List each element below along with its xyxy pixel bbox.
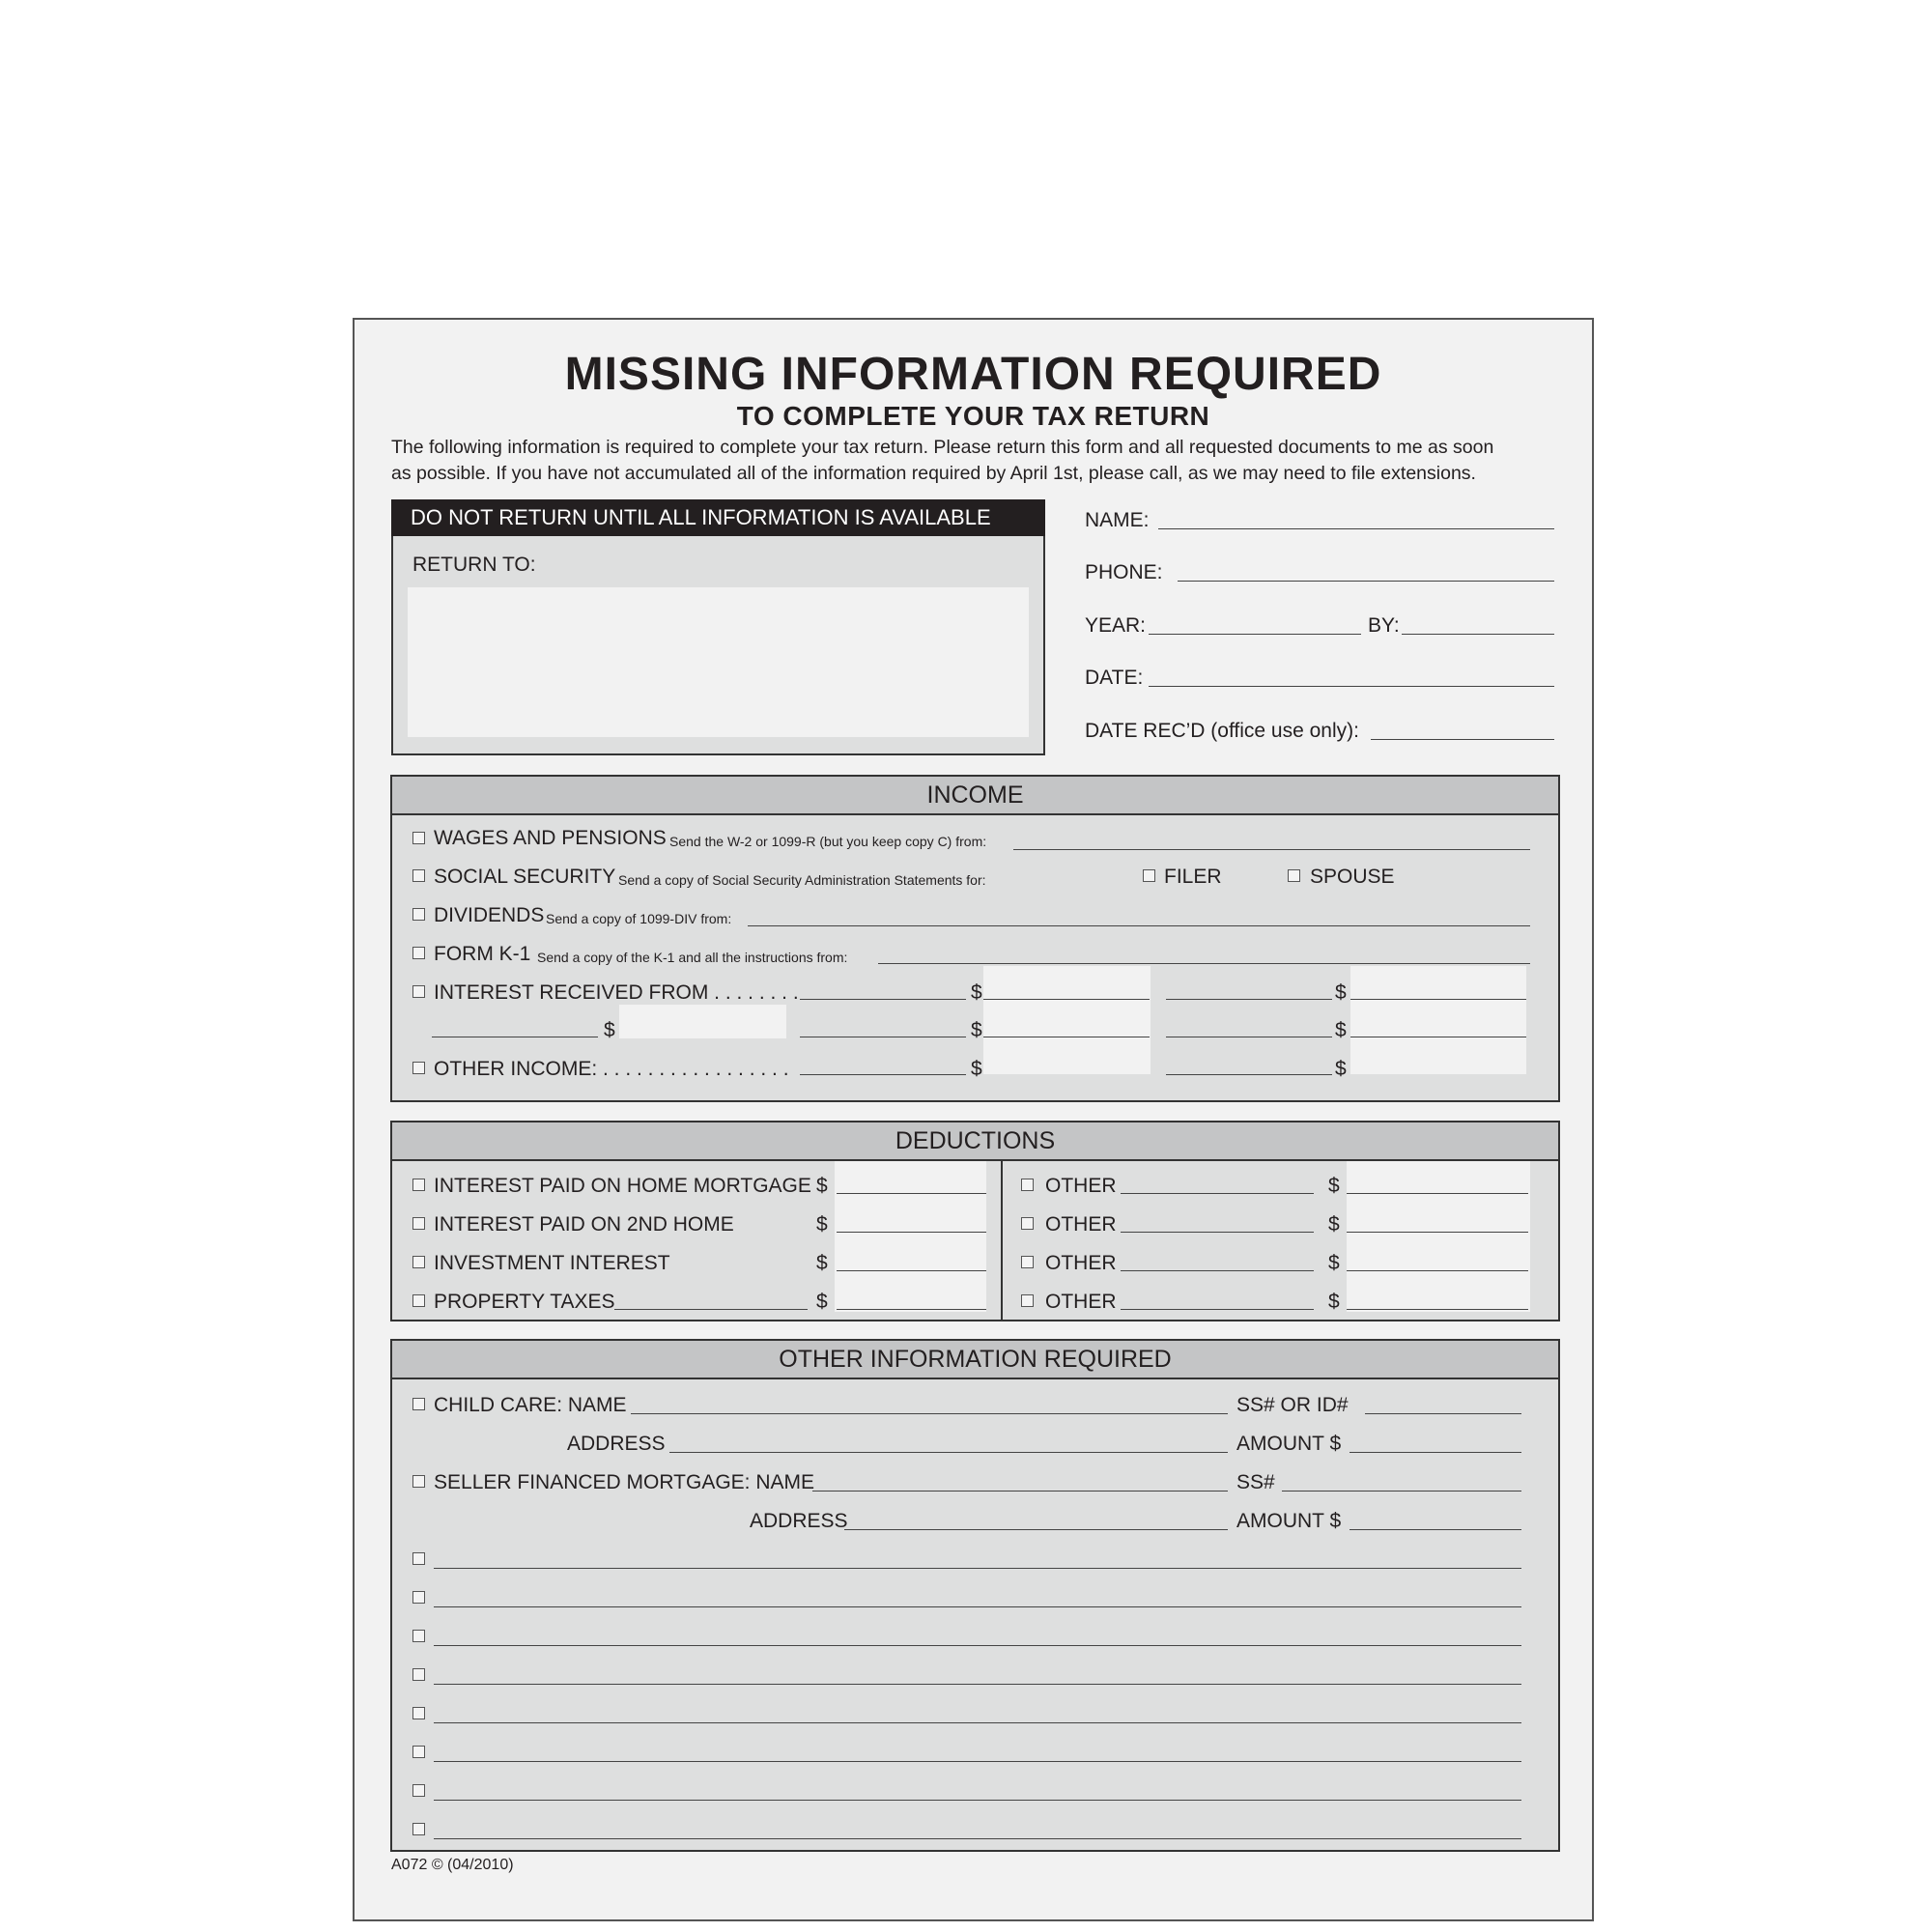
mortgage-interest-checkbox[interactable]: [412, 1179, 425, 1191]
extra-item-field[interactable]: [434, 1800, 1521, 1801]
extra-item-field[interactable]: [434, 1568, 1521, 1569]
other-deduction-amount-2[interactable]: [1347, 1232, 1528, 1233]
seller-mortgage-ss-label: SS#: [1236, 1471, 1275, 1493]
deduction-amount-column-left: [835, 1161, 986, 1312]
other-deduction-checkbox-1[interactable]: [1021, 1179, 1034, 1191]
seller-mortgage-name-field[interactable]: [812, 1491, 1228, 1492]
wages-note: Send the W-2 or 1099-R (but you keep copy C) from:: [669, 834, 987, 849]
seller-mortgage-amount-label: AMOUNT $: [1236, 1510, 1342, 1532]
phone-field[interactable]: [1178, 581, 1554, 582]
other-income-checkbox[interactable]: [412, 1062, 425, 1074]
extra-item-checkbox[interactable]: [412, 1707, 425, 1719]
other-deduction-label-4: OTHER: [1045, 1291, 1117, 1313]
child-care-name-label: CHILD CARE: NAME: [434, 1394, 627, 1416]
name-field[interactable]: [1158, 528, 1554, 529]
extra-item-field[interactable]: [434, 1684, 1521, 1685]
deductions-header: DEDUCTIONS: [392, 1122, 1558, 1161]
child-care-amount-label: AMOUNT $: [1236, 1433, 1342, 1455]
seller-mortgage-ss-field[interactable]: [1282, 1491, 1521, 1492]
year-field[interactable]: [1149, 634, 1361, 635]
seller-mortgage-address-label: ADDRESS: [750, 1510, 848, 1532]
other-info-header: OTHER INFORMATION REQUIRED: [392, 1341, 1558, 1379]
dollar-sign: $: [604, 1019, 615, 1041]
dividends-note: Send a copy of 1099-DIV from:: [546, 911, 732, 926]
other-deduction-label-2: OTHER: [1045, 1213, 1117, 1236]
filer-checkbox[interactable]: [1143, 869, 1155, 882]
dollar-sign: $: [971, 1019, 982, 1041]
other-deduction-checkbox-2[interactable]: [1021, 1217, 1034, 1230]
extra-item-field[interactable]: [434, 1761, 1521, 1762]
other-income-source-field-1[interactable]: [800, 1074, 966, 1075]
dividends-checkbox[interactable]: [412, 908, 425, 921]
mortgage-interest-label: INTEREST PAID ON HOME MORTGAGE: [434, 1175, 811, 1197]
other-income-source-field-2[interactable]: [1166, 1074, 1332, 1075]
social-security-label: SOCIAL SECURITY: [434, 866, 616, 888]
mortgage-interest-amount[interactable]: [837, 1193, 986, 1194]
property-taxes-amount[interactable]: [837, 1309, 986, 1310]
dollar-sign: $: [1328, 1252, 1340, 1274]
seller-mortgage-name-label: SELLER FINANCED MORTGAGE: NAME: [434, 1471, 815, 1493]
k1-note: Send a copy of the K-1 and all the instructions from:: [537, 950, 848, 965]
interest-payer-field-1[interactable]: [800, 999, 966, 1000]
interest-amount-extra: [619, 1005, 786, 1038]
other-deduction-label-3: OTHER: [1045, 1252, 1117, 1274]
dollar-sign: $: [1335, 1019, 1347, 1041]
extra-item-field[interactable]: [434, 1838, 1521, 1839]
wages-label: WAGES AND PENSIONS: [434, 827, 667, 849]
dollar-sign: $: [816, 1291, 828, 1313]
wages-field[interactable]: [1013, 849, 1530, 850]
child-care-ss-field[interactable]: [1365, 1413, 1521, 1414]
date-received-label: DATE REC’D (office use only):: [1085, 720, 1359, 742]
seller-mortgage-address-field[interactable]: [844, 1529, 1228, 1530]
investment-interest-checkbox[interactable]: [412, 1256, 425, 1268]
interest-received-checkbox[interactable]: [412, 985, 425, 998]
extra-item-checkbox[interactable]: [412, 1668, 425, 1681]
child-care-ss-label: SS# OR ID#: [1236, 1394, 1349, 1416]
dollar-sign: $: [816, 1175, 828, 1197]
extra-item-checkbox[interactable]: [412, 1823, 425, 1835]
return-banner: DO NOT RETURN UNTIL ALL INFORMATION IS AVAILABLE: [391, 499, 1045, 536]
interest-received-label: INTEREST RECEIVED FROM . . . . . . . .: [434, 981, 799, 1004]
wages-checkbox[interactable]: [412, 832, 425, 844]
child-care-checkbox[interactable]: [412, 1398, 425, 1410]
k1-checkbox[interactable]: [412, 947, 425, 959]
seller-mortgage-amount-field[interactable]: [1350, 1529, 1521, 1530]
other-deduction-field-1[interactable]: [1121, 1193, 1314, 1194]
form-title: MISSING INFORMATION REQUIRED: [564, 349, 1382, 400]
other-deduction-checkbox-3[interactable]: [1021, 1256, 1034, 1268]
interest-amount-column-2: [1350, 966, 1526, 1074]
intro-line-1: The following information is required to complete your tax return. Please return this form and all requested documents to me as soon: [391, 437, 1494, 458]
interest-payer-field-2[interactable]: [1166, 999, 1332, 1000]
date-field[interactable]: [1149, 686, 1554, 687]
second-home-amount[interactable]: [837, 1232, 986, 1233]
date-label: DATE:: [1085, 667, 1144, 689]
return-to-address-field[interactable]: [408, 587, 1029, 737]
intro-line-2: as possible. If you have not accumulated all of the information required by April 1st, please call, as we may need to file extensions.: [391, 463, 1476, 484]
other-deduction-amount-4[interactable]: [1347, 1309, 1528, 1310]
interest-amount-field-2[interactable]: [1350, 999, 1526, 1000]
by-label: BY:: [1368, 614, 1400, 637]
extra-item-checkbox[interactable]: [412, 1746, 425, 1758]
spouse-checkbox[interactable]: [1288, 869, 1300, 882]
extra-item-checkbox[interactable]: [412, 1552, 425, 1565]
other-deduction-field-2[interactable]: [1121, 1232, 1314, 1233]
child-care-address-field[interactable]: [669, 1452, 1228, 1453]
dollar-sign: $: [971, 981, 982, 1004]
income-header: INCOME: [392, 777, 1558, 815]
social-security-note: Send a copy of Social Security Administration Statements for:: [618, 872, 986, 888]
extra-item-checkbox[interactable]: [412, 1784, 425, 1797]
form-intro: [391, 435, 1560, 487]
other-deduction-label-1: OTHER: [1045, 1175, 1117, 1197]
other-deduction-field-3[interactable]: [1121, 1270, 1314, 1271]
property-taxes-label: PROPERTY TAXES: [434, 1291, 615, 1313]
extra-item-checkbox[interactable]: [412, 1591, 425, 1604]
other-deduction-checkbox-4[interactable]: [1021, 1294, 1034, 1307]
other-deduction-amount-1[interactable]: [1347, 1193, 1528, 1194]
deductions-divider: [1001, 1161, 1003, 1320]
dollar-sign: $: [1335, 981, 1347, 1004]
second-home-label: INTEREST PAID ON 2ND HOME: [434, 1213, 734, 1236]
date-received-field[interactable]: [1371, 739, 1554, 740]
return-to-label: RETURN TO:: [412, 554, 536, 576]
k1-field[interactable]: [878, 963, 1530, 964]
extra-item-field[interactable]: [434, 1645, 1521, 1646]
interest-amount-field-1[interactable]: [983, 999, 1150, 1000]
dollar-sign: $: [816, 1213, 828, 1236]
property-taxes-field[interactable]: [614, 1309, 808, 1310]
interest-amount-column-1: [983, 966, 1151, 1074]
phone-label: PHONE:: [1085, 561, 1163, 583]
child-care-amount-field[interactable]: [1350, 1452, 1521, 1453]
child-care-address-label: ADDRESS: [567, 1433, 666, 1455]
other-deduction-amount-3[interactable]: [1347, 1270, 1528, 1271]
extra-item-field[interactable]: [434, 1722, 1521, 1723]
dollar-sign: $: [1328, 1175, 1340, 1197]
extra-item-checkbox[interactable]: [412, 1630, 425, 1642]
k1-label: FORM K-1: [434, 943, 531, 965]
seller-mortgage-checkbox[interactable]: [412, 1475, 425, 1488]
name-label: NAME:: [1085, 509, 1150, 531]
dollar-sign: $: [816, 1252, 828, 1274]
form-footer-code: A072 © (04/2010): [391, 1857, 514, 1873]
social-security-checkbox[interactable]: [412, 869, 425, 882]
child-care-name-field[interactable]: [631, 1413, 1228, 1414]
investment-interest-label: INVESTMENT INTEREST: [434, 1252, 670, 1274]
second-home-checkbox[interactable]: [412, 1217, 425, 1230]
dividends-label: DIVIDENDS: [434, 904, 545, 926]
investment-interest-amount[interactable]: [837, 1270, 986, 1271]
dollar-sign: $: [1328, 1213, 1340, 1236]
property-taxes-checkbox[interactable]: [412, 1294, 425, 1307]
other-income-label: OTHER INCOME: . . . . . . . . . . . . . . . . .: [434, 1058, 789, 1080]
year-label: YEAR:: [1085, 614, 1147, 637]
dollar-sign: $: [971, 1058, 982, 1080]
form-subtitle: TO COMPLETE YOUR TAX RETURN: [736, 401, 1210, 431]
spouse-label: SPOUSE: [1310, 866, 1395, 888]
deduction-amount-column-right: [1347, 1161, 1530, 1312]
dollar-sign: $: [1328, 1291, 1340, 1313]
dollar-sign: $: [1335, 1058, 1347, 1080]
dividends-field[interactable]: [748, 925, 1530, 926]
other-deduction-field-4[interactable]: [1121, 1309, 1314, 1310]
extra-item-field[interactable]: [434, 1606, 1521, 1607]
filer-label: FILER: [1164, 866, 1222, 888]
by-field[interactable]: [1402, 634, 1554, 635]
